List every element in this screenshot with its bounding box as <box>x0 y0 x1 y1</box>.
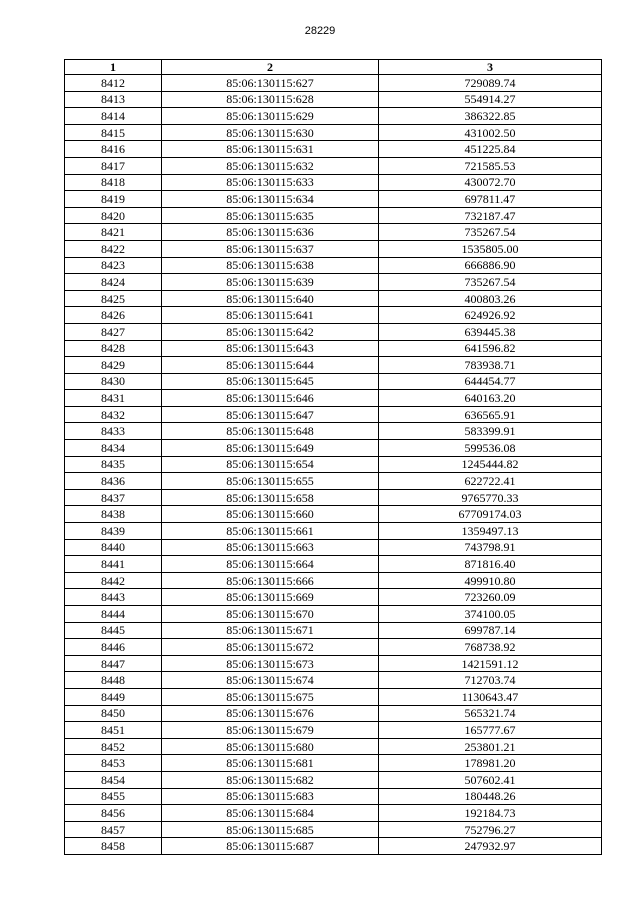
value-cell: 712703.74 <box>379 672 602 689</box>
value-cell: 1359497.13 <box>379 523 602 540</box>
cadastral-number-cell: 85:06:130115:682 <box>162 771 379 788</box>
cadastral-number-cell: 85:06:130115:679 <box>162 722 379 739</box>
value-cell: 565321.74 <box>379 705 602 722</box>
value-cell: 636565.91 <box>379 406 602 423</box>
value-cell: 1245444.82 <box>379 456 602 473</box>
table-row <box>65 290 602 307</box>
value-cell: 451225.84 <box>379 141 602 158</box>
table-row <box>65 838 602 855</box>
value-cell: 640163.20 <box>379 390 602 407</box>
row-number-cell: 8456 <box>65 805 162 822</box>
cadastral-number-cell: 85:06:130115:639 <box>162 274 379 291</box>
row-number-cell: 8422 <box>65 240 162 257</box>
value-cell: 783938.71 <box>379 357 602 374</box>
value-cell: 639445.38 <box>379 323 602 340</box>
cadastral-number-cell: 85:06:130115:643 <box>162 340 379 357</box>
row-number-cell: 8414 <box>65 108 162 125</box>
value-cell: 9765770.33 <box>379 489 602 506</box>
data-table <box>64 59 602 855</box>
row-number-cell: 8420 <box>65 207 162 224</box>
value-cell: 1130643.47 <box>379 688 602 705</box>
cadastral-number-cell: 85:06:130115:640 <box>162 290 379 307</box>
row-number-cell: 8430 <box>65 373 162 390</box>
value-cell: 735267.54 <box>379 224 602 241</box>
table-row <box>65 771 602 788</box>
row-number-cell: 8432 <box>65 406 162 423</box>
value-cell: 729089.74 <box>379 75 602 92</box>
cadastral-number-cell: 85:06:130115:664 <box>162 556 379 573</box>
value-cell: 644454.77 <box>379 373 602 390</box>
row-number-cell: 8439 <box>65 523 162 540</box>
cadastral-number-cell: 85:06:130115:632 <box>162 157 379 174</box>
table-row <box>65 157 602 174</box>
row-number-cell: 8416 <box>65 141 162 158</box>
cadastral-number-cell: 85:06:130115:637 <box>162 240 379 257</box>
cadastral-number-cell: 85:06:130115:641 <box>162 307 379 324</box>
table-row <box>65 340 602 357</box>
table-row <box>65 191 602 208</box>
row-number-cell: 8423 <box>65 257 162 274</box>
value-cell: 666886.90 <box>379 257 602 274</box>
table-row <box>65 174 602 191</box>
cadastral-number-cell: 85:06:130115:654 <box>162 456 379 473</box>
value-cell: 768738.92 <box>379 639 602 656</box>
table-row <box>65 489 602 506</box>
cadastral-number-cell: 85:06:130115:684 <box>162 805 379 822</box>
row-number-cell: 8446 <box>65 639 162 656</box>
value-cell: 1421591.12 <box>379 655 602 672</box>
value-cell: 400803.26 <box>379 290 602 307</box>
cadastral-number-cell: 85:06:130115:648 <box>162 423 379 440</box>
cadastral-number-cell: 85:06:130115:638 <box>162 257 379 274</box>
row-number-cell: 8448 <box>65 672 162 689</box>
cadastral-number-cell: 85:06:130115:644 <box>162 357 379 374</box>
table-row <box>65 821 602 838</box>
value-cell: 165777.67 <box>379 722 602 739</box>
table-row <box>65 672 602 689</box>
row-number-cell: 8454 <box>65 771 162 788</box>
table-row <box>65 805 602 822</box>
value-cell: 499910.80 <box>379 572 602 589</box>
table-row <box>65 788 602 805</box>
table-row <box>65 622 602 639</box>
table-row <box>65 705 602 722</box>
cadastral-number-cell: 85:06:130115:634 <box>162 191 379 208</box>
table-row <box>65 124 602 141</box>
table-row <box>65 523 602 540</box>
row-number-cell: 8412 <box>65 75 162 92</box>
row-number-cell: 8457 <box>65 821 162 838</box>
table-row <box>65 224 602 241</box>
value-cell: 386322.85 <box>379 108 602 125</box>
value-cell: 697811.47 <box>379 191 602 208</box>
cadastral-number-cell: 85:06:130115:629 <box>162 108 379 125</box>
column-header-3: 3 <box>379 60 602 75</box>
value-cell: 178981.20 <box>379 755 602 772</box>
cadastral-number-cell: 85:06:130115:687 <box>162 838 379 855</box>
row-number-cell: 8438 <box>65 506 162 523</box>
cadastral-number-cell: 85:06:130115:666 <box>162 572 379 589</box>
value-cell: 871816.40 <box>379 556 602 573</box>
cadastral-number-cell: 85:06:130115:680 <box>162 738 379 755</box>
value-cell: 721585.53 <box>379 157 602 174</box>
row-number-cell: 8425 <box>65 290 162 307</box>
row-number-cell: 8444 <box>65 606 162 623</box>
cadastral-number-cell: 85:06:130115:675 <box>162 688 379 705</box>
table-row <box>65 406 602 423</box>
value-cell: 431002.50 <box>379 124 602 141</box>
row-number-cell: 8433 <box>65 423 162 440</box>
value-cell: 247932.97 <box>379 838 602 855</box>
cadastral-number-cell: 85:06:130115:669 <box>162 589 379 606</box>
row-number-cell: 8428 <box>65 340 162 357</box>
table-row <box>65 755 602 772</box>
row-number-cell: 8437 <box>65 489 162 506</box>
table-row <box>65 357 602 374</box>
value-cell: 599536.08 <box>379 440 602 457</box>
row-number-cell: 8435 <box>65 456 162 473</box>
table-row <box>65 423 602 440</box>
row-number-cell: 8440 <box>65 539 162 556</box>
table-row <box>65 373 602 390</box>
value-cell: 67709174.03 <box>379 506 602 523</box>
cadastral-number-cell: 85:06:130115:670 <box>162 606 379 623</box>
cadastral-number-cell: 85:06:130115:630 <box>162 124 379 141</box>
table-row <box>65 506 602 523</box>
value-cell: 752796.27 <box>379 821 602 838</box>
cadastral-number-cell: 85:06:130115:681 <box>162 755 379 772</box>
table-row <box>65 390 602 407</box>
cadastral-number-cell: 85:06:130115:646 <box>162 390 379 407</box>
cadastral-number-cell: 85:06:130115:672 <box>162 639 379 656</box>
value-cell: 507602.41 <box>379 771 602 788</box>
cadastral-number-cell: 85:06:130115:658 <box>162 489 379 506</box>
value-cell: 554914.27 <box>379 91 602 108</box>
cadastral-number-cell: 85:06:130115:663 <box>162 539 379 556</box>
table-row <box>65 572 602 589</box>
row-number-cell: 8426 <box>65 307 162 324</box>
row-number-cell: 8452 <box>65 738 162 755</box>
table-row <box>65 207 602 224</box>
page-number: 28229 <box>304 25 336 37</box>
value-cell: 180448.26 <box>379 788 602 805</box>
cadastral-number-cell: 85:06:130115:628 <box>162 91 379 108</box>
cadastral-number-cell: 85:06:130115:685 <box>162 821 379 838</box>
cadastral-number-cell: 85:06:130115:636 <box>162 224 379 241</box>
table-row <box>65 440 602 457</box>
header-row <box>65 60 602 75</box>
cadastral-number-cell: 85:06:130115:673 <box>162 655 379 672</box>
cadastral-number-cell: 85:06:130115:642 <box>162 323 379 340</box>
cadastral-number-cell: 85:06:130115:635 <box>162 207 379 224</box>
row-number-cell: 8429 <box>65 357 162 374</box>
table-row <box>65 274 602 291</box>
table-row <box>65 240 602 257</box>
table-row <box>65 589 602 606</box>
value-cell: 622722.41 <box>379 473 602 490</box>
table-header <box>65 60 602 75</box>
value-cell: 699787.14 <box>379 622 602 639</box>
row-number-cell: 8418 <box>65 174 162 191</box>
column-header-1: 1 <box>65 60 162 75</box>
cadastral-number-cell: 85:06:130115:627 <box>162 75 379 92</box>
cadastral-number-cell: 85:06:130115:661 <box>162 523 379 540</box>
row-number-cell: 8449 <box>65 688 162 705</box>
table-body <box>65 75 602 855</box>
table-row <box>65 722 602 739</box>
row-number-cell: 8453 <box>65 755 162 772</box>
row-number-cell: 8458 <box>65 838 162 855</box>
cadastral-number-cell: 85:06:130115:655 <box>162 473 379 490</box>
value-cell: 641596.82 <box>379 340 602 357</box>
row-number-cell: 8441 <box>65 556 162 573</box>
row-number-cell: 8421 <box>65 224 162 241</box>
cadastral-number-cell: 85:06:130115:633 <box>162 174 379 191</box>
row-number-cell: 8415 <box>65 124 162 141</box>
cadastral-number-cell: 85:06:130115:631 <box>162 141 379 158</box>
table-row <box>65 639 602 656</box>
table-row <box>65 738 602 755</box>
table-row <box>65 141 602 158</box>
cadastral-number-cell: 85:06:130115:671 <box>162 622 379 639</box>
value-cell: 624926.92 <box>379 307 602 324</box>
cadastral-number-cell: 85:06:130115:645 <box>162 373 379 390</box>
cadastral-number-cell: 85:06:130115:683 <box>162 788 379 805</box>
table-row <box>65 75 602 92</box>
row-number-cell: 8434 <box>65 440 162 457</box>
row-number-cell: 8413 <box>65 91 162 108</box>
value-cell: 735267.54 <box>379 274 602 291</box>
row-number-cell: 8417 <box>65 157 162 174</box>
table-row <box>65 556 602 573</box>
table-row <box>65 91 602 108</box>
cadastral-number-cell: 85:06:130115:647 <box>162 406 379 423</box>
value-cell: 583399.91 <box>379 423 602 440</box>
row-number-cell: 8455 <box>65 788 162 805</box>
value-cell: 732187.47 <box>379 207 602 224</box>
row-number-cell: 8451 <box>65 722 162 739</box>
value-cell: 723260.09 <box>379 589 602 606</box>
value-cell: 743798.91 <box>379 539 602 556</box>
table-row <box>65 473 602 490</box>
row-number-cell: 8431 <box>65 390 162 407</box>
value-cell: 1535805.00 <box>379 240 602 257</box>
table-row <box>65 456 602 473</box>
value-cell: 430072.70 <box>379 174 602 191</box>
cadastral-number-cell: 85:06:130115:660 <box>162 506 379 523</box>
table-row <box>65 323 602 340</box>
value-cell: 374100.05 <box>379 606 602 623</box>
row-number-cell: 8442 <box>65 572 162 589</box>
value-cell: 253801.21 <box>379 738 602 755</box>
table-row <box>65 688 602 705</box>
row-number-cell: 8436 <box>65 473 162 490</box>
table-row <box>65 539 602 556</box>
table-row <box>65 606 602 623</box>
table-row <box>65 307 602 324</box>
table-row <box>65 108 602 125</box>
row-number-cell: 8450 <box>65 705 162 722</box>
cadastral-number-cell: 85:06:130115:649 <box>162 440 379 457</box>
row-number-cell: 8445 <box>65 622 162 639</box>
value-cell: 192184.73 <box>379 805 602 822</box>
table-row <box>65 655 602 672</box>
row-number-cell: 8419 <box>65 191 162 208</box>
table-row <box>65 257 602 274</box>
row-number-cell: 8447 <box>65 655 162 672</box>
row-number-cell: 8443 <box>65 589 162 606</box>
row-number-cell: 8427 <box>65 323 162 340</box>
column-header-2: 2 <box>162 60 379 75</box>
cadastral-number-cell: 85:06:130115:674 <box>162 672 379 689</box>
cadastral-number-cell: 85:06:130115:676 <box>162 705 379 722</box>
row-number-cell: 8424 <box>65 274 162 291</box>
